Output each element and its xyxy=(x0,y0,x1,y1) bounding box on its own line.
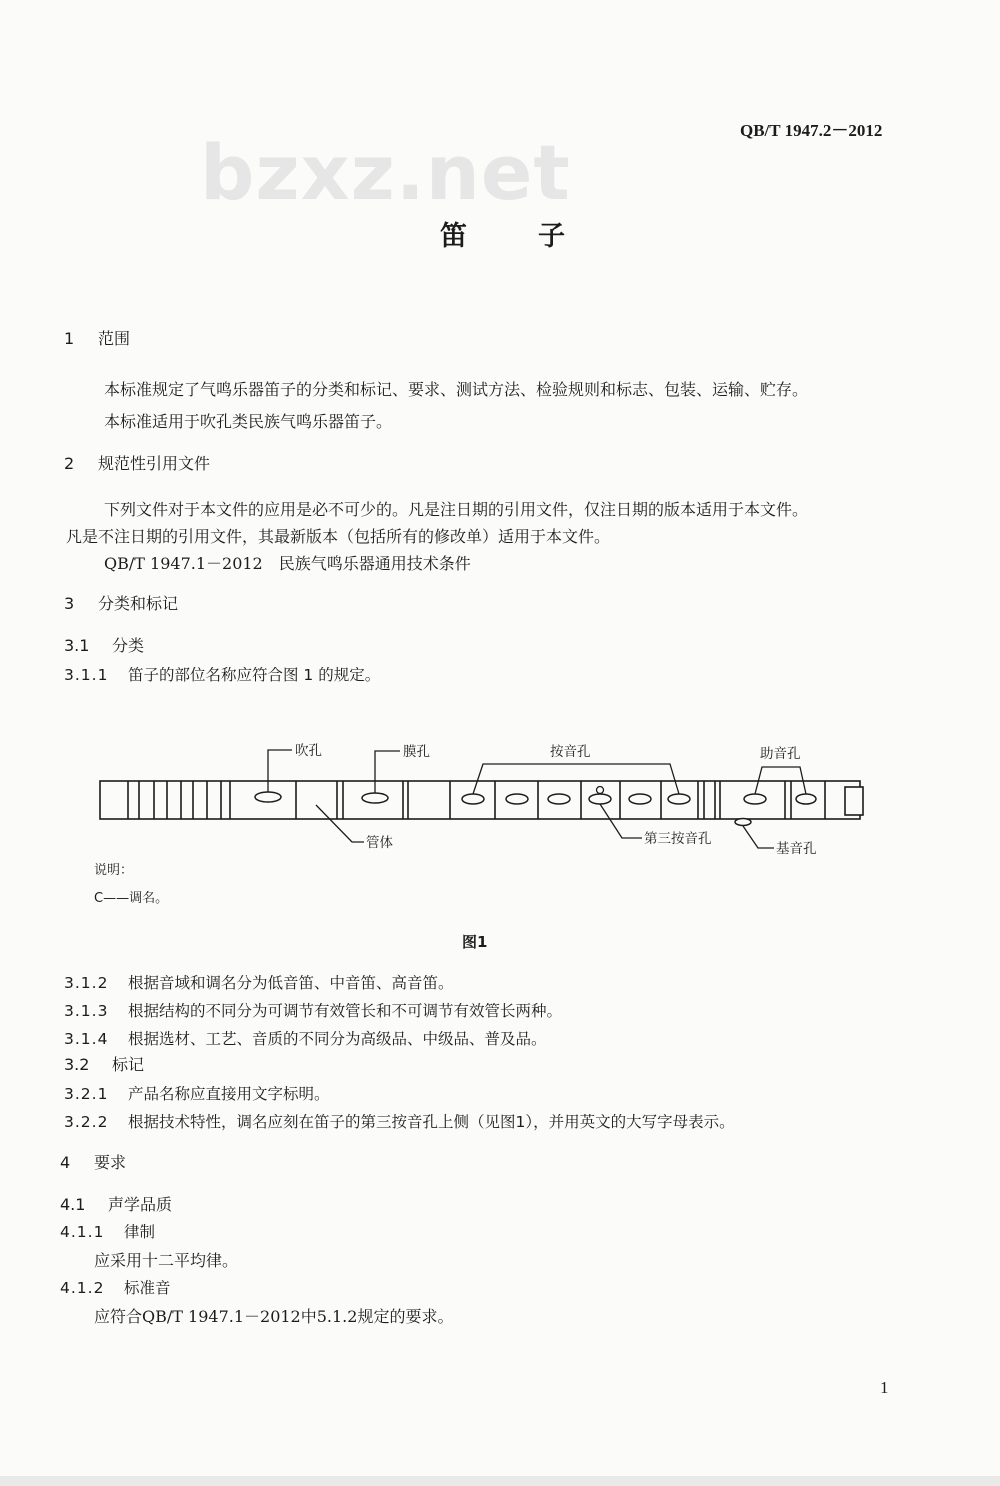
clause-3-2-2 xyxy=(64,1110,735,1132)
clause-text: 产品名称应直接用文字标明。 xyxy=(128,1085,330,1103)
paragraph: 本标准规定了气鸣乐器笛子的分类和标记、要求、测试方法、检验规则和标志、包装、运输、贮存。 xyxy=(104,380,809,399)
figure-caption: 图1 xyxy=(462,933,488,951)
section-title: 范围 xyxy=(98,329,131,348)
section-1-heading xyxy=(64,326,130,349)
normative-reference: QB/T 1947.1－2012 民族气鸣乐器通用技术条件 xyxy=(104,554,471,573)
finger-hole xyxy=(548,794,570,804)
label-membrane-hole: 膜孔 xyxy=(403,744,430,760)
clause-number: 3.1.3 xyxy=(64,1002,109,1020)
third-finger-hole xyxy=(589,794,611,804)
section-number: 4.1 xyxy=(60,1195,86,1214)
key-mark-icon xyxy=(597,787,604,794)
paragraph: 应符合QB/T 1947.1－2012中5.1.2规定的要求。 xyxy=(94,1307,454,1326)
finger-hole xyxy=(462,794,484,804)
clause-number: 3.1.1 xyxy=(64,666,109,684)
section-number: 4 xyxy=(60,1153,71,1172)
page-title: 笛 子 xyxy=(440,221,587,252)
section-title: 分类和标记 xyxy=(98,594,179,613)
clause-3-1-3 xyxy=(64,999,562,1021)
clause-number: 4.1.2 xyxy=(60,1279,105,1297)
finger-hole xyxy=(668,794,690,804)
clause-3-1-4 xyxy=(64,1027,547,1049)
figure-note-text: C——调名。 xyxy=(94,891,169,906)
clause-text: 笛子的部位名称应符合图 1 的规定。 xyxy=(128,666,381,684)
subsection-3-2-heading xyxy=(64,1052,144,1075)
clause-3-2-1 xyxy=(64,1082,330,1104)
aux-hole xyxy=(744,794,766,804)
flute-diagram xyxy=(90,730,880,910)
watermark: bzxz.net xyxy=(200,128,571,217)
section-title: 规范性引用文件 xyxy=(98,454,211,473)
clause-number: 3.2.2 xyxy=(64,1113,109,1131)
clause-text: 根据技术特性，调名应刻在笛子的第三按音孔上侧（见图1），并用英文的大写字母表示。 xyxy=(128,1113,735,1131)
paragraph: 下列文件对于本文件的应用是必不可少的。凡是注日期的引用文件，仅注日期的版本适用于本文件。 xyxy=(104,500,809,519)
standard-code: QB/T 1947.2－2012 xyxy=(740,121,883,140)
label-blow-hole: 吹孔 xyxy=(295,743,322,759)
label-finger-holes: 按音孔 xyxy=(550,744,591,760)
clause-number: 3.2.1 xyxy=(64,1085,109,1103)
label-third-finger-hole: 第三按音孔 xyxy=(644,831,712,847)
section-3-heading xyxy=(64,591,178,614)
section-number: 3 xyxy=(64,594,75,613)
subsection-3-1-heading xyxy=(64,633,144,656)
section-2-heading xyxy=(64,451,210,474)
section-number: 3.2 xyxy=(64,1055,90,1074)
clause-number: 3.1.2 xyxy=(64,974,109,992)
clause-4-1-1-heading xyxy=(60,1220,155,1242)
clause-number: 3.1.4 xyxy=(64,1030,109,1048)
label-aux-holes: 助音孔 xyxy=(760,746,801,762)
section-number: 3.1 xyxy=(64,636,90,655)
section-number: 2 xyxy=(64,454,75,473)
clause-3-1-1 xyxy=(64,663,380,685)
paragraph: 应采用十二平均律。 xyxy=(94,1251,239,1270)
clause-title: 标准音 xyxy=(124,1279,171,1297)
label-tube-body: 管体 xyxy=(366,835,393,851)
clause-3-1-2 xyxy=(64,971,454,993)
paragraph: 凡是不注日期的引用文件，其最新版本（包括所有的修改单）适用于本文件。 xyxy=(66,527,611,546)
paragraph: 本标准适用于吹孔类民族气鸣乐器笛子。 xyxy=(104,412,393,431)
clause-text: 根据音域和调名分为低音笛、中音笛、高音笛。 xyxy=(128,974,454,992)
subsection-4-1-heading xyxy=(60,1192,172,1215)
finger-hole xyxy=(506,794,528,804)
blow-hole xyxy=(255,792,281,802)
finger-hole xyxy=(629,794,651,804)
section-number: 1 xyxy=(64,329,75,348)
section-title: 分类 xyxy=(112,636,145,655)
section-title: 标记 xyxy=(112,1055,145,1074)
flute-end-cap xyxy=(845,787,863,815)
clause-4-1-2-heading xyxy=(60,1276,171,1298)
label-base-hole: 基音孔 xyxy=(776,841,817,857)
aux-hole xyxy=(796,794,816,804)
clause-number: 4.1.1 xyxy=(60,1223,105,1241)
page-number: 1 xyxy=(880,1378,889,1397)
figure-note-title: 说明： xyxy=(94,863,134,878)
membrane-hole xyxy=(362,793,388,803)
section-4-heading xyxy=(60,1150,126,1173)
scan-edge xyxy=(0,1476,1000,1486)
clause-text: 根据结构的不同分为可调节有效管长和不可调节有效管长两种。 xyxy=(128,1002,563,1020)
clause-title: 律制 xyxy=(124,1223,156,1241)
base-hole xyxy=(735,819,751,826)
section-title: 声学品质 xyxy=(108,1195,173,1214)
clause-text: 根据选材、工艺、音质的不同分为高级品、中级品、普及品。 xyxy=(128,1030,547,1048)
section-title: 要求 xyxy=(94,1153,127,1172)
